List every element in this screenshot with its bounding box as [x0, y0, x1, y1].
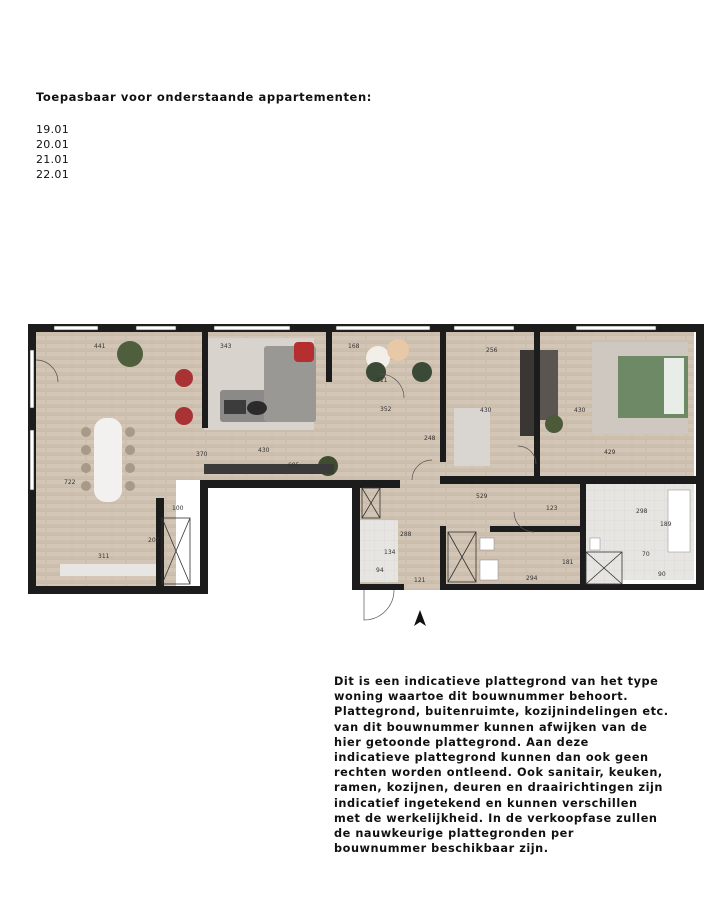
disclaimer-line: Dit is een indicatieve plattegrond van het type — [334, 675, 659, 688]
dimension-label: 430 — [574, 407, 586, 414]
dimension-label: 207 — [148, 537, 160, 544]
plant — [545, 415, 563, 433]
dimension-label: 181 — [562, 559, 574, 566]
disclaimer-line: indicatieve plattegrond kunnen dan ook geen — [334, 751, 649, 765]
floor-plan — [24, 320, 704, 630]
dimension-label: 430 — [258, 447, 270, 454]
dimension-label: 343 — [220, 343, 232, 350]
dimension-label: 168 — [348, 343, 360, 350]
dimension-label: 121 — [414, 577, 426, 584]
dimension-label: 94 — [376, 567, 384, 574]
dimension-label: 441 — [94, 343, 106, 350]
armchair — [294, 342, 314, 362]
dimension-label: 288 — [400, 531, 412, 538]
apartment-number: 22.01 — [36, 168, 69, 181]
dimension-label: 70 — [642, 551, 650, 558]
disclaimer-line: hier getoonde plattegrond. Aan deze — [334, 735, 589, 749]
bed — [454, 408, 490, 466]
dimension-label: 311 — [98, 553, 110, 560]
dimension-label: 429 — [604, 449, 616, 456]
plant — [117, 341, 143, 367]
apartment-number: 21.01 — [36, 153, 69, 166]
dimension-label: 430 — [480, 407, 492, 414]
disclaimer-line: met de werkelijkheid. In de verkoopfase zullen — [334, 811, 658, 825]
apartment-number: 19.01 — [36, 123, 69, 136]
dimension-label: 123 — [546, 505, 558, 512]
disclaimer-line: bouwnummer beschikbaar zijn. — [334, 842, 549, 856]
dimension-label: 256 — [486, 347, 498, 354]
disclaimer-line: woning waartoe dit bouwnummer behoort. — [334, 690, 629, 704]
dimension-label: 529 — [476, 493, 488, 500]
coffee-table — [247, 401, 267, 415]
disclaimer-text — [334, 674, 706, 856]
dimension-label: 370 — [196, 451, 208, 458]
red-chair — [175, 407, 193, 425]
dimension-label: 352 — [380, 406, 392, 413]
north-arrow-icon — [414, 610, 426, 626]
apartment-list — [36, 122, 69, 182]
dimension-label: 100 — [172, 505, 184, 512]
dimension-label: 294 — [526, 575, 538, 582]
disclaimer-line: Plattegrond, buitenruimte, kozijnindelingen etc. — [334, 705, 669, 719]
dimension-label: 311 — [376, 377, 388, 384]
disclaimer-line: rechten worden ontleend. Ook sanitair, keuken, — [334, 766, 663, 780]
dining-table — [94, 418, 122, 502]
disclaimer-line: indicatief ingetekend en kunnen verschillen — [334, 796, 638, 810]
dimension-label: 189 — [660, 521, 672, 528]
dimension-label: 722 — [64, 479, 76, 486]
dimension-label: 134 — [384, 549, 396, 556]
disclaimer-line: de nauwkeurige plattegronden per — [334, 827, 575, 841]
tv-cabinet — [204, 464, 334, 474]
apartment-number: 20.01 — [36, 138, 69, 151]
dimension-label: 298 — [636, 508, 648, 515]
dimension-label: 248 — [424, 435, 436, 442]
red-chair — [175, 369, 193, 387]
kitchen-counter — [60, 564, 156, 576]
disclaimer-line: van dit bouwnummer kunnen afwijken van de — [334, 720, 648, 734]
disclaimer-line: ramen, kozijnen, deuren en draairichtingen zijn — [334, 781, 664, 795]
dimension-label: 90 — [658, 571, 666, 578]
page-heading: Toepasbaar voor onderstaande appartementen: — [36, 90, 372, 104]
dimension-label: 695 — [288, 462, 300, 469]
wardrobe — [540, 350, 558, 420]
